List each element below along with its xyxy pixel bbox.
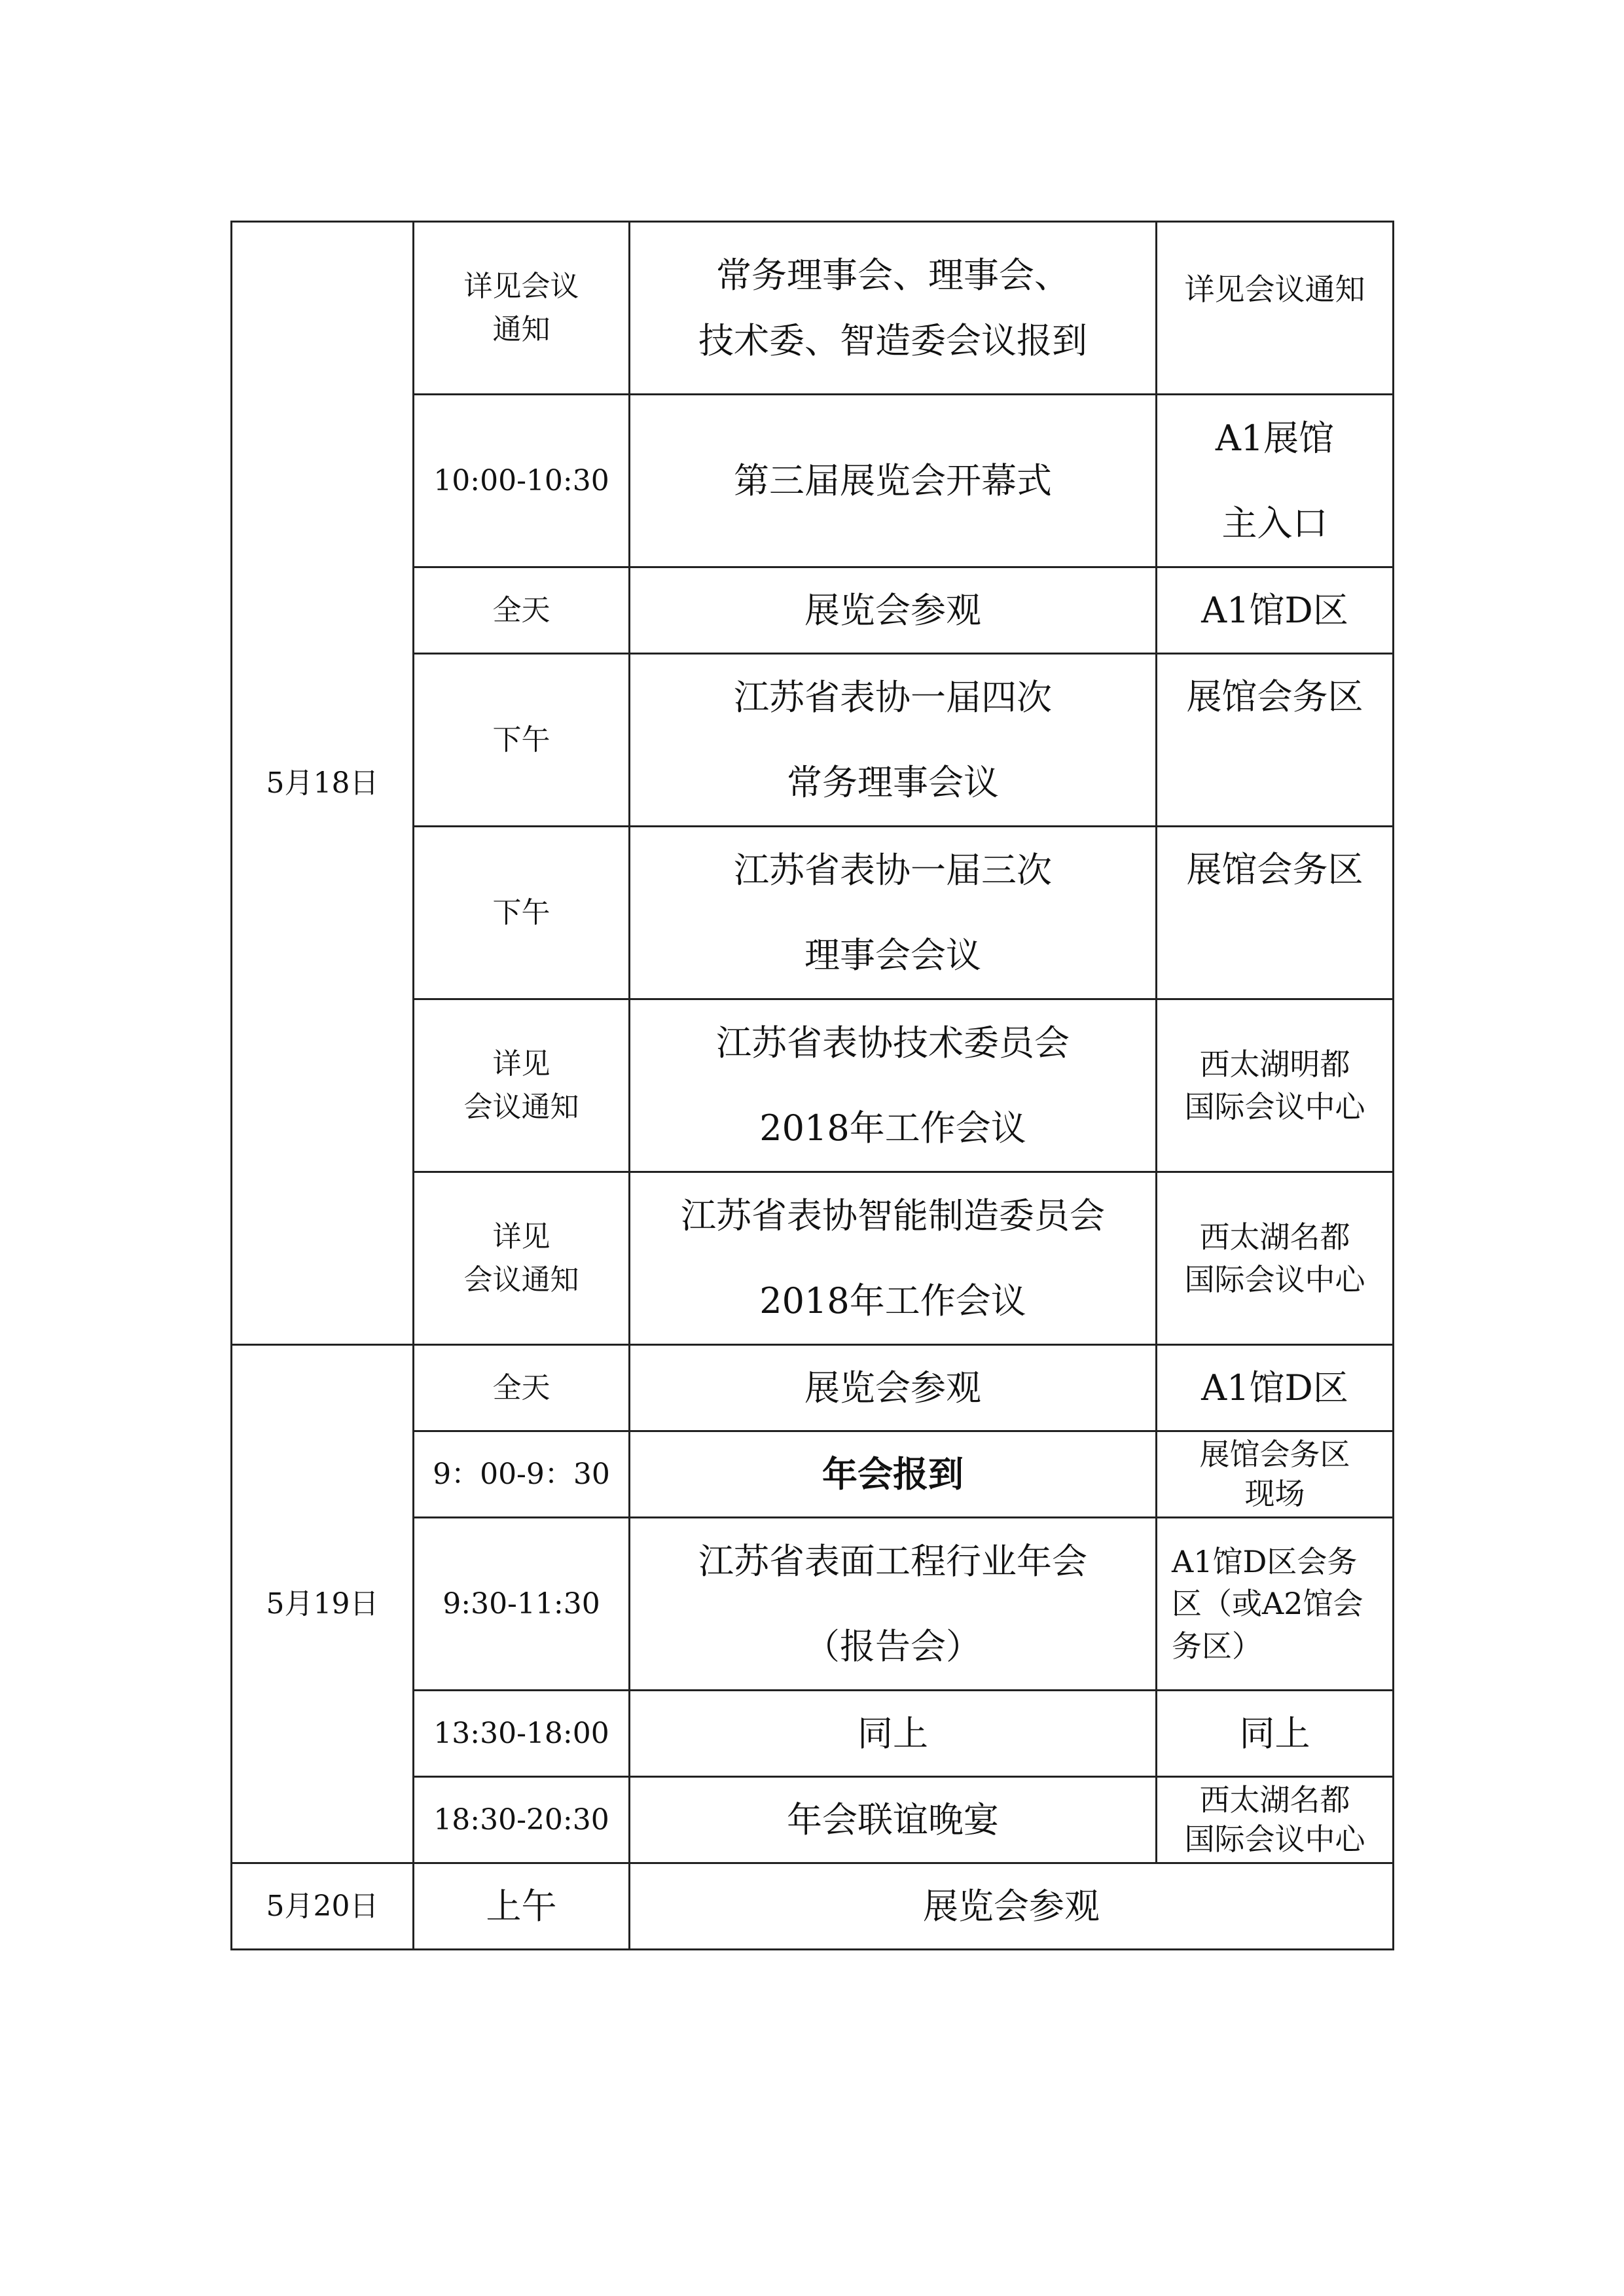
time-cell xyxy=(414,1691,630,1777)
event-text: 2018年工作会议 xyxy=(759,1107,1026,1149)
time-text: 13:30-18:00 xyxy=(433,1716,609,1750)
time-text: 10:00-10:30 xyxy=(433,463,609,497)
location-cell xyxy=(1157,1691,1394,1777)
table-row xyxy=(232,1863,1394,1950)
time-text: 详见 xyxy=(492,1219,550,1253)
location-text: 国际会议中心 xyxy=(1184,1088,1365,1124)
location-text: 现场 xyxy=(1244,1475,1305,1511)
time-cell xyxy=(414,654,630,827)
event-text: 展览会参观 xyxy=(804,589,981,631)
date-cell: 5月19日 xyxy=(232,1345,414,1863)
event-cell xyxy=(630,1431,1157,1518)
time-cell xyxy=(414,1172,630,1345)
event-cell xyxy=(630,222,1157,395)
event-cell xyxy=(630,827,1157,999)
event-cell xyxy=(630,654,1157,827)
location-text: 国际会议中心 xyxy=(1184,1821,1365,1857)
location-text: 详见会议通知 xyxy=(1184,272,1365,307)
event-cell xyxy=(630,395,1157,567)
time-cell xyxy=(414,999,630,1172)
location-cell xyxy=(1157,999,1394,1172)
time-cell xyxy=(414,1777,630,1863)
time-cell xyxy=(414,222,630,395)
event-cell xyxy=(630,999,1157,1172)
time-text: 通知 xyxy=(492,312,550,346)
location-cell xyxy=(1157,395,1394,567)
time-cell: 上午 xyxy=(414,1863,630,1950)
location-cell xyxy=(1157,1431,1394,1518)
location-text: A1馆D区会务 xyxy=(1172,1543,1358,1579)
location-text: 展馆会务区 xyxy=(1199,1436,1350,1472)
location-cell xyxy=(1157,827,1394,999)
event-text: 年会联谊晚宴 xyxy=(787,1799,999,1840)
location-text: 展馆会务区 xyxy=(1186,676,1363,717)
location-text: 主入口 xyxy=(1221,502,1328,544)
event-text: 江苏省表协一届四次 xyxy=(734,676,1052,718)
event-cell xyxy=(630,1777,1157,1863)
location-cell xyxy=(1157,1518,1394,1691)
event-text: 理事会会议 xyxy=(804,934,981,976)
time-text: 9:30-11:30 xyxy=(442,1587,600,1621)
event-cell xyxy=(630,1691,1157,1777)
date-cell: 5月20日 xyxy=(232,1863,414,1950)
location-cell xyxy=(1157,222,1394,395)
location-cell xyxy=(1157,1172,1394,1345)
time-text: 会议通知 xyxy=(463,1263,579,1297)
table-row xyxy=(232,1345,1394,1431)
time-text: 下午 xyxy=(492,723,550,757)
location-text: 区（或A2馆会 xyxy=(1172,1586,1363,1622)
event-text: 2018年工作会议 xyxy=(759,1280,1026,1321)
time-text: 详见会议 xyxy=(463,269,579,303)
event-text: 第三届展览会开幕式 xyxy=(734,459,1052,501)
table-row xyxy=(232,222,1394,395)
date-cell: 5月18日 xyxy=(232,222,414,1345)
location-text: 务区） xyxy=(1172,1628,1262,1664)
event-text: 展览会参观 xyxy=(923,1885,1100,1927)
event-text: 江苏省表协一届三次 xyxy=(734,849,1052,891)
time-cell xyxy=(414,567,630,654)
time-text: 18:30-20:30 xyxy=(433,1803,609,1837)
time-cell xyxy=(414,827,630,999)
event-cell xyxy=(630,567,1157,654)
event-text: 常务理事会、理事会、 xyxy=(716,254,1070,296)
time-text: 9：00-9：30 xyxy=(433,1457,610,1491)
location-cell xyxy=(1157,654,1394,827)
event-text: 技术委、智造委会议报到 xyxy=(698,319,1087,361)
location-text: A1馆D区 xyxy=(1201,1367,1348,1408)
location-cell xyxy=(1157,1345,1394,1431)
time-cell xyxy=(414,1431,630,1518)
event-text: 江苏省表面工程行业年会 xyxy=(698,1540,1087,1582)
time-text: 全天 xyxy=(492,1371,550,1405)
event-cell xyxy=(630,1518,1157,1691)
event-cell xyxy=(630,1172,1157,1345)
event-cell xyxy=(630,1863,1394,1950)
time-cell xyxy=(414,1518,630,1691)
event-text: 江苏省表协技术委员会 xyxy=(716,1022,1070,1064)
time-text: 全天 xyxy=(492,593,550,627)
time-text: 会议通知 xyxy=(463,1090,579,1124)
location-text: 展馆会务区 xyxy=(1186,849,1363,890)
time-text: 详见 xyxy=(492,1047,550,1081)
event-cell xyxy=(630,1345,1157,1431)
time-cell xyxy=(414,395,630,567)
event-text: 常务理事会议 xyxy=(787,761,999,803)
location-text: 西太湖名都 xyxy=(1199,1782,1350,1818)
location-text: 国际会议中心 xyxy=(1184,1261,1365,1297)
event-text: 年会报到 xyxy=(822,1453,964,1495)
schedule-table xyxy=(230,221,1394,1950)
location-cell xyxy=(1157,567,1394,654)
location-cell xyxy=(1157,1777,1394,1863)
location-text: 西太湖明都 xyxy=(1199,1047,1350,1083)
location-text: 西太湖名都 xyxy=(1199,1219,1350,1255)
location-text: A1展馆 xyxy=(1215,417,1335,459)
location-text: 同上 xyxy=(1239,1712,1310,1754)
event-text: 展览会参观 xyxy=(804,1367,981,1408)
event-text: 同上 xyxy=(857,1712,928,1754)
time-cell xyxy=(414,1345,630,1431)
event-text: 江苏省表协智能制造委员会 xyxy=(681,1194,1105,1236)
time-text: 下午 xyxy=(492,895,550,929)
location-text: A1馆D区 xyxy=(1201,589,1348,631)
event-text: （报告会） xyxy=(804,1625,981,1667)
